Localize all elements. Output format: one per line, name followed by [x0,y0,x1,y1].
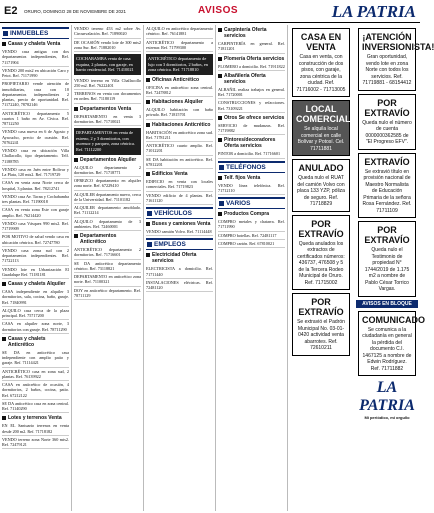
classified-ad: CASA independiente en alquiler 3 dormitorios, sala, cocina, baño, garaje. Ref. 71840991 [2,288,69,307]
section-header: INMUEBLES [2,27,69,39]
classified-ad: COMPRO cartón. Ref. 67810021 [218,240,285,248]
classified-ad: PROPIETARIO vende atención de inmobiliarias, casa con 10 departamentos independientes 2 plantas, precio de oportunidad. Ref. 71172240, 78782146 [2,80,69,109]
ad-list [146,129,213,170]
ad-list [74,77,141,104]
classified-ad: ANTICRÉTICO departamento 5 cuartos 1 baño en Av. Cívica. Ref. 78712250 [2,110,69,129]
classified-ad: VENDO terreno zona Norte 360 mts2. Ref. 72479121 [2,436,69,450]
display-ad-annulled [292,159,350,212]
ad-body: Se extravió título en provisión nacional de Maestro Normalista de Educación Primaria de la señora Rosa Fernández. Ref. 71711109 [362,168,412,214]
classified-ad: ANTICRÉTICO casa en zona sud, 2 plantas. Ref. 76139922 [2,368,69,382]
section-header: VARIOS [218,197,285,209]
ad-list [218,218,285,248]
section-header: EMPLEOS [146,238,213,250]
ad-list [146,228,213,236]
ad-title: POR EXTRAVÍO [298,297,344,317]
classified-ad: ALQUILO en anticrético departamento céntrico. Ref. 76141881 [146,25,213,39]
display-ad-lost [292,293,350,356]
ad-list [146,178,213,205]
display-ad-lost [358,94,416,150]
classified-ad: DEPARTAMENTO en anticrético zona norte. Ref. 71100321 [74,273,141,287]
classified-ad: CARPINTERÍA en general. Ref. 71811201 [218,40,285,54]
category-header: Casas y chalets Anticrético [2,336,69,348]
ad-list [74,164,141,232]
ad-body: Queda nulo el RUAT del camión Volvo con placa 133 YZP, póliza de seguro. Ref. 71718829 [297,175,345,207]
classified-ad: VENDO camión Volvo. Ref. 71114448 [146,228,213,236]
classified-ad: OFICINA en anticrético zona central. Ref. 72478812 [146,84,213,98]
display-ad-commercial [292,100,350,156]
classified-ad: CASA en alquiler zona norte, 3 dormitorios con garaje. Ref. 78711290 [2,320,69,334]
category-header: Departamentos Venta [74,106,141,112]
classified-ad: ALBAÑIL realiza trabajos en general. Ref. 71720001 [218,86,285,100]
display-ad-notice [358,311,425,377]
classified-ad: ALQUILO casa cerca de la plaza principal. Ref. 75717200 [2,307,69,321]
ad-body: Se comunica a la ciudadanía en general la pérdida del documento C.I. 1467125 a nombre de Edwin Rodríguez. Ref. 71711882 [362,326,412,372]
issue-date: ORURO, DOMINGO 28 DE NOVIEMBRE DE 2021 [24,9,127,14]
ad-body: Queda nulo el número de cuenta 0000000362585 de "El Progreso EFV". [362,119,412,145]
classified-ad: CASA en anticrético de ocasión, 4 dormitorios, 2 baños, cocina, patio. Ref. 67212122 [2,381,69,400]
classified-ad: CONSTRUCCIONES y refacciones. Ref. 73109221 [218,99,285,113]
classified-ad: TERRENOS en venta con documentos en orden. Ref. 71180119 [74,90,141,104]
section-header: VEHÍCULOS [146,207,213,219]
ad-list [146,84,213,98]
footer-tagline: Mi periódico, mi orgullo [364,415,410,420]
ad-list [218,122,285,136]
classified-ad: INSTALACIONES eléctricas. Ref. 72481120 [146,279,213,293]
classified-ad: ANTICRÉTICO departamento a estrenar. Ref. 71799300 [146,39,213,53]
ad-list [146,265,213,292]
classified-ad: VENDO terreno en Villa Challacollo 250 m2. Ref. 76222401 [74,77,141,91]
category-header: Carpintería Oferta servicios [218,27,285,39]
category-header: Buses y camiones Venta [146,221,213,227]
classified-ad: CASA en venta zona Este con garaje amplio. Ref. 76214420 [2,206,69,220]
classified-ad: HABITACIÓN en anticrético zona sud. Ref. 71781211 [146,129,213,143]
classified-ad: VENDO edificio de 4 plantas. Ref. 71611120 [146,192,213,206]
highlighted-ad: DEPARTAMENTOS en venta de estreno, 2 y 3 dormitorios, con ascensor y parqueo, zona céntrica. Ref. 71112200 [74,128,141,154]
classified-ad: DEPARTAMENTO en venta 3 dormitorios. Ref. 71710021 [74,113,141,127]
display-ad-lost [358,153,416,219]
classified-ad: OFREZCO departamento en alquiler zona norte. Ref. 67229410 [74,177,141,191]
ad-list [218,40,285,54]
ad-body: Casa en venta, con construcción de dos pisos, con garaje, zona céntrica de la ciudad. Ref. 71716002 - 71713005 [296,54,346,93]
column-5 [288,25,354,511]
ad-list [218,63,285,71]
category-header: Pintores/decoradores Oferta servicios [218,137,285,149]
ad-list [218,182,285,196]
ad-list [74,246,141,300]
ad-title: ANULADO [298,163,344,173]
category-header: Telf. fijos Venta [218,175,285,181]
ad-title: POR EXTRAVÍO [364,225,410,245]
ad-list [146,106,213,120]
classified-ad: COMPRO metales y chatarra. Ref. 71711990 [218,218,285,232]
classified-ad: VENDO casa en ubicación Villa Challacollo, tipo departamento. Telf. 71188785 [2,147,69,166]
classified-ad: ALQUILER departamento nuevo, cerca de la Universidad. Ref. 71101182 [74,191,141,205]
classified-ad: VENDO línea telefónica. Ref. 71712110 [218,182,285,196]
ad-title: CASA EN VENTA [300,32,342,52]
classified-ad: POR MOTIVO de salud vendo casa en ubicación céntrica. Ref. 72747780 [2,233,69,247]
ad-list [2,48,69,279]
newspaper-logo: LA PATRIA [331,2,416,21]
classified-ad: ALQUILER departamento amoblado. Ref. 71112214 [74,204,141,218]
classified-ad: ALQUILO departamento 2 dormitorios. Ref. 71718771 [74,164,141,178]
ad-body: Se alquila local comercial en calle Bolívar y Potosí. Cel. 71711881 [297,126,345,152]
ad-list [74,113,141,127]
ad-title: LOCAL COMERCIAL [296,104,351,124]
ad-title: POR EXTRAVÍO [364,97,410,118]
ad-body: Se extravió el Padrón Municipal No. 03-01-0420 actividad venta abarrotes. Ref. 72610211 [297,319,345,351]
ad-body: Queda nulo el Testimonio de propiedad N° 1744/2019 de 1.175 m2 a nombre de Pablo César Torrico Vargas. [364,247,410,292]
classified-ad: DE OCASIÓN vendo lote de 300 mts2 zona Sur. Ref. 71882010 [74,39,141,53]
ad-body: Gran oportunidad, vendo lote en zona Norte con todos los servicios. Ref. 71719881 - 68154412 [362,54,412,86]
classified-ad: ANTICRÉTICO departamento 2 dormitorios. Ref. 71716601 [74,246,141,260]
category-header: Productos Compra [218,211,285,217]
ad-title: EXTRAVÍO [364,156,410,167]
classified-ad: ANTICRÉTICO cuarto amplio. Ref. 71012201 [146,142,213,156]
category-header: Habitaciones Anticrético [146,122,213,128]
classified-ad: VENDO 200 mts2 en ubicación Caro y Petot. Ref. 71171990 [2,67,69,81]
page-number: E2 [4,5,18,17]
classified-ad: ELECTRICISTA a domicilio. Ref. 71711440 [146,265,213,279]
classified-ad: EDIFICIO en venta con locales comerciales. Ref. 71719823 [146,178,213,192]
section-header: TELÉFONOS [218,161,285,173]
page-header [0,0,420,23]
classified-ad: PLOMERO a domicilio. Ref. 71911822 [218,63,285,71]
column-4 [216,25,288,511]
category-header: Albañilería Oferta servicios [218,73,285,85]
category-header: Oficinas Anticrético [146,77,213,83]
ad-list [2,422,69,449]
display-ad-lost [292,215,350,291]
section-title: AVISOS [198,5,239,16]
ad-list [218,86,285,113]
footer-branding [358,379,416,420]
category-header: Otros Se ofrece servicios [218,115,285,121]
classified-ad: SE DA en anticrético casa independiente con amplio patio y garaje. Ref. 71114421 [2,349,69,368]
column-1 [0,25,72,511]
category-header: Electricidad Oferta servicios [146,252,213,264]
classified-ad: VENDO casa Vásquez 990 mts2. Ref. 71719909 [2,220,69,234]
classified-ad: VENDO lote en Urbanización El Guadalupe Ref. 71181181 [2,266,69,280]
classified-ad: CASA en venta zona Norte cerca de hospital, 3 plantas. Ref. 78212741 [2,179,69,193]
classified-ad: SERVICIO de mudanzas. Ref. 71719882 [218,122,285,136]
display-ad-investor [358,28,434,91]
classified-ad: ALQUILO habitación con baño privado. Ref. 71815701 [146,106,213,120]
column-2 [72,25,144,511]
ad-title: ¡ATENCIÓN INVERSIONISTA! [362,32,434,52]
classified-ad: SE DA anticrético departamento céntrico. Ref. 73118821 [74,260,141,274]
classified-ad: VENDO casa en Jaén entre Bolívar y La Plata, 120 mts2. Ref. 71719729 [2,166,69,180]
ad-list [218,150,285,158]
ad-list [146,25,213,52]
classified-ad: DOY en anticrético departamento. Ref. 78711129 [74,287,141,301]
category-header: Casas y chalets Alquiler [2,281,69,287]
display-ad-house-sale [292,28,350,97]
classified-ad: VENDO casa zona sud con 2 departamentos independientes. Ref. 71722113 [2,247,69,266]
highlighted-ad: ANTICRÉTICO departamento de lujo con 3 dormitorios, 2 baños, en zona céntrica. Ref. 71718810 [146,54,213,75]
classified-ad: PINTOR a domicilio. Ref. 71716601 [218,150,285,158]
ad-title: COMUNICADO [362,314,425,325]
ad-list [2,288,69,334]
classified-ad: COMPRO botellas. Ref. 72481117 [218,232,285,240]
classified-ad: EN EL Santuario terrenos en venta desde 200 m2. Ref. 71718182 [2,422,69,436]
highlighted-ad: COCHABAMBA venta de casa esquina, 2 plantas, con garaje, en barrio residencial. Ref. 71410021 [74,54,141,75]
classified-ad: VENDO casa nueva en 6 de Agosto y Ayacucho, precio de ocasión. Ref. 70762241 [2,128,69,147]
display-ad-lost [358,221,416,297]
category-header: Habitaciones Alquiler [146,99,213,105]
classified-ad: ALQUILO departamento de 3 ambientes. Ref. 72460001 [74,218,141,232]
column-6 [354,25,434,511]
ad-list [2,349,69,414]
category-header: Departamentos Anticrético [74,233,141,245]
ad-title: POR EXTRAVÍO [298,218,344,239]
classified-ad: VENDO terreno 453 m2 sobre Av. Circunvalación. Ref. 71890020 [74,25,141,39]
classified-ad: VENDO casa antigua con dos departamentos independientes, Ref. 71171904 [2,48,69,67]
classified-ad: VENDO casa Av. Tacna y Cochabamba tres plantas. Ref. 71190018 [2,193,69,207]
category-header: Lotes y terrenos Venta [2,415,69,421]
ad-list [74,25,141,52]
classified-ad: SE DA anticrético casa en zona central. Ref. 71140290 [2,400,69,414]
block-ads-banner: AVISOS EN BLOQUE [356,300,418,308]
category-header: Departamentos Alquiler [74,157,141,163]
category-header: Edificios Venta [146,171,213,177]
category-header: Plomería Oferta servicios [218,56,285,62]
category-header: Casas y chalets Venta [2,41,69,47]
footer-logo: LA PATRIA [359,379,415,414]
column-3 [144,25,216,511]
classified-ad: SE DA habitación en anticrético. Ref. 67812201 [146,156,213,170]
ad-body: Queda anulados los extractos de certificados números: 436737, 476508 y 5 de la Tercera Rodeo Municipal de Oruro. Ref. 71715002 [297,240,345,286]
